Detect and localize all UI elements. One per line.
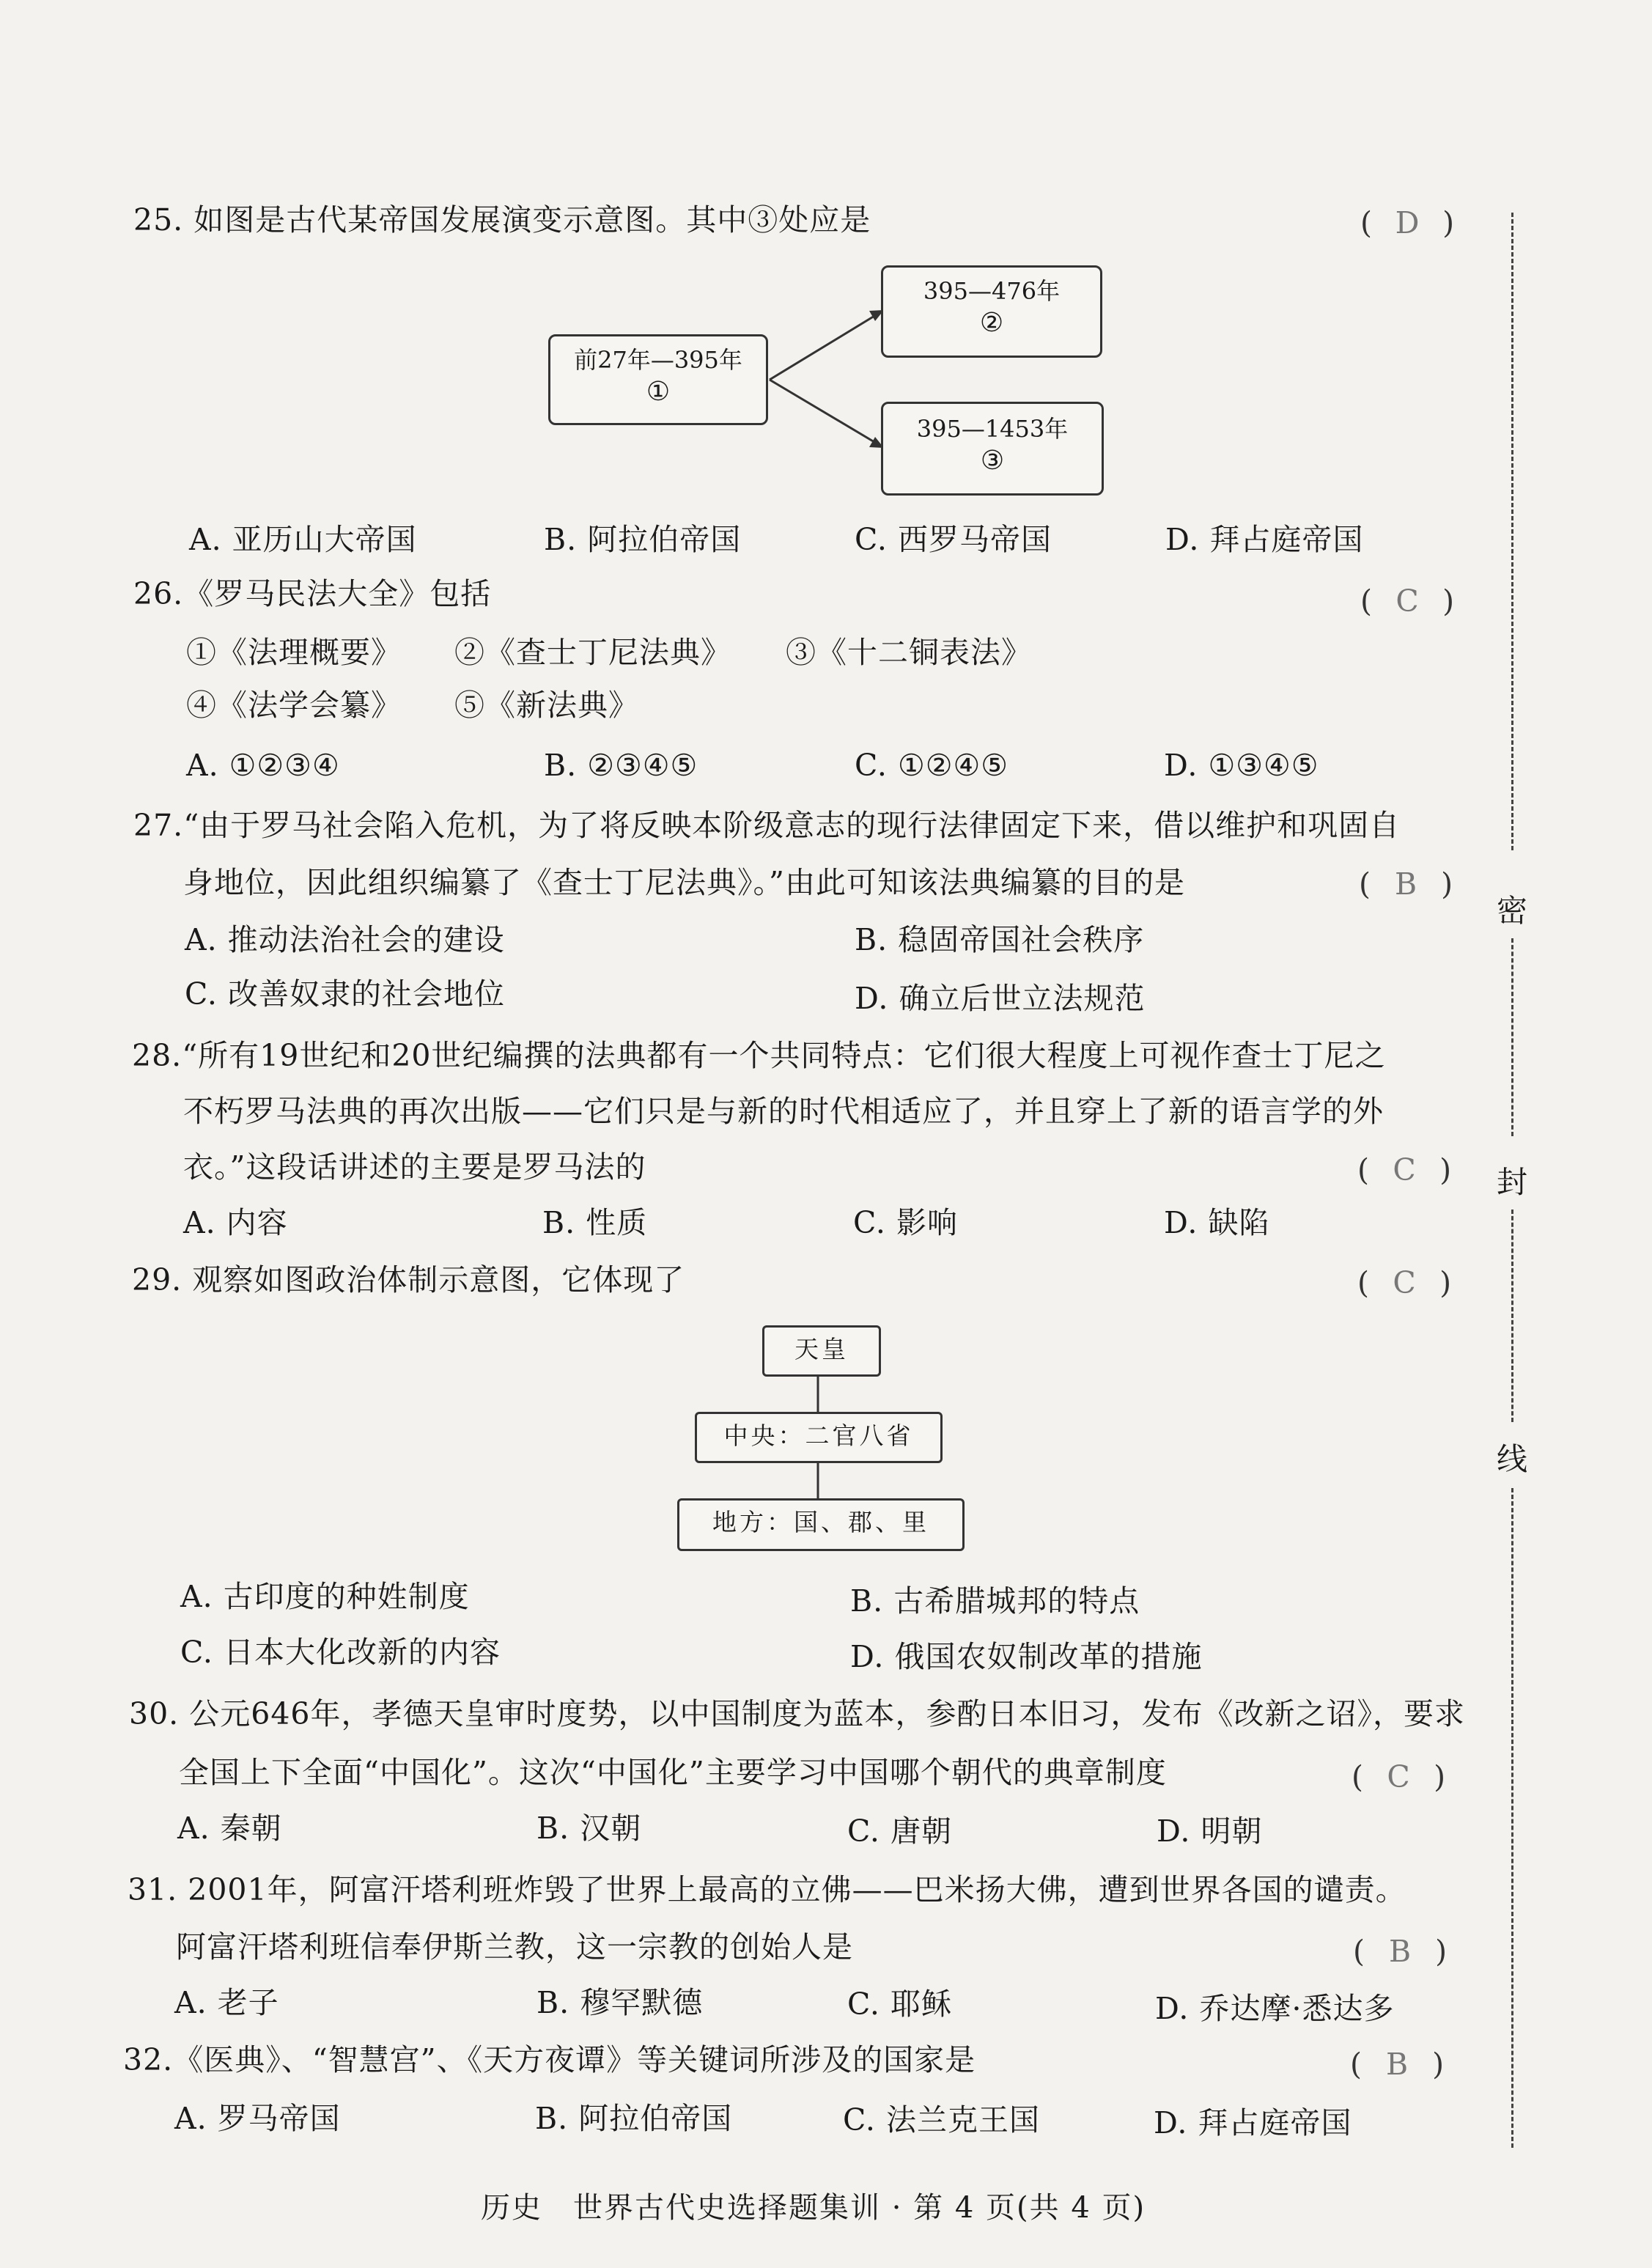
- q31-answer: ( B ): [1353, 1931, 1447, 1972]
- q25-option-a: A. 亚历山大帝国: [189, 522, 417, 557]
- q29-box-emperor: 天皇: [762, 1325, 881, 1377]
- q31-option-b: B. 穆罕默德: [536, 1985, 704, 2020]
- q29-answer-letter: C: [1393, 1265, 1416, 1300]
- q29-option-d: D. 俄国农奴制改革的措施: [850, 1639, 1203, 1674]
- q30-stem-line-1: 30. 公元646年，孝德天皇审时度势，以中国制度为蓝本，参酌日本旧习，发布《改新之诏》，要求: [129, 1696, 1465, 1731]
- q28-stem-line-2: 不朽罗马法典的再次出版——它们只是与新的时代相适应了，并且穿上了新的语言学的外: [183, 1094, 1384, 1129]
- q25-box-1: [548, 334, 768, 425]
- q32-option-c: C. 法兰克王国: [843, 2102, 1040, 2138]
- q28-stem-line-3: 衣。”这段话讲述的主要是罗马法的: [183, 1149, 646, 1185]
- q27-stem-line-1: 27.“由于罗马社会陷入危机，为了将反映本阶级意志的现行法律固定下来，借以维护和巩固自: [133, 808, 1401, 843]
- q32-option-a: A. 罗马帝国: [174, 2101, 341, 2136]
- q30-option-c: C. 唐朝: [847, 1814, 952, 1849]
- q25-answer: ( D ): [1360, 202, 1454, 243]
- q25-option-b: B. 阿拉伯帝国: [544, 522, 742, 557]
- q25-answer-letter: D: [1395, 205, 1420, 240]
- q25-box-3: [881, 402, 1104, 496]
- q27-option-d: D. 确立后世立法规范: [855, 981, 1146, 1016]
- q30-option-d: D. 明朝: [1157, 1814, 1263, 1849]
- q28-option-b: B. 性质: [542, 1205, 648, 1240]
- q32-answer-letter: B: [1385, 2047, 1409, 2082]
- q26-option-d: D. ①③④⑤: [1164, 748, 1319, 783]
- q28-option-c: C. 影响: [853, 1205, 958, 1240]
- q30-option-b: B. 汉朝: [536, 1811, 642, 1846]
- q31-answer-letter: B: [1388, 1934, 1412, 1969]
- q28-stem-line-1: 28.“所有19世纪和20世纪编撰的法典都有一个共同特点：它们很大程度上可视作查士丁尼之: [132, 1038, 1386, 1073]
- q26-stem: 26.《罗马民法大全》包括: [133, 576, 492, 611]
- q25-option-d: D. 拜占庭帝国: [1165, 522, 1364, 557]
- q29-box-local: 地方：国、郡、里: [677, 1498, 965, 1551]
- q26-option-a: A. ①②③④: [186, 748, 340, 783]
- q26-item-1: ①《法理概要》: [186, 635, 402, 670]
- q29-option-b: B. 古希腊城邦的特点: [850, 1583, 1140, 1619]
- q30-answer: ( C ): [1352, 1756, 1445, 1797]
- binding-char-mi: 密: [1496, 893, 1527, 929]
- q32-option-b: B. 阿拉伯帝国: [535, 2101, 733, 2136]
- q28-answer: ( C ): [1357, 1149, 1451, 1190]
- q26-answer: ( C ): [1360, 581, 1454, 622]
- q25-stem: 25. 如图是古代某帝国发展演变示意图。其中③处应是: [133, 202, 871, 238]
- q29-answer: ( C ): [1357, 1262, 1451, 1303]
- q29-box-central: 中央：二官八省: [695, 1412, 943, 1463]
- q31-stem-line-2: 阿富汗塔利班信奉伊斯兰教，这一宗教的创始人是: [176, 1929, 853, 1965]
- q27-option-b: B. 稳固帝国社会秩序: [855, 922, 1145, 957]
- q31-option-c: C. 耶稣: [847, 1987, 952, 2022]
- q25-box-3-marker: ③: [980, 446, 1005, 476]
- q26-item-2: ②《查士丁尼法典》: [454, 635, 731, 670]
- q32-option-d: D. 拜占庭帝国: [1154, 2105, 1352, 2140]
- q31-option-d: D. 乔达摩·悉达多: [1155, 1991, 1395, 2026]
- q28-answer-letter: C: [1393, 1152, 1416, 1188]
- page-footer: 历史 世界古代史选择题集训 · 第 4 页(共 4 页): [481, 2191, 1146, 2225]
- q30-stem-line-2: 全国上下全面“中国化”。这次“中国化”主要学习中国哪个朝代的典章制度: [179, 1755, 1167, 1790]
- q30-option-a: A. 秦朝: [177, 1811, 282, 1846]
- q32-answer: ( B ): [1350, 2044, 1444, 2085]
- q25-box-2-years: 395—476年: [923, 277, 1061, 305]
- q30-answer-letter: C: [1387, 1759, 1410, 1794]
- q26-option-b: B. ②③④⑤: [544, 748, 698, 783]
- q32-stem: 32.《医典》、“智慧宫”、《天方夜谭》等关键词所涉及的国家是: [123, 2042, 976, 2077]
- q27-option-a: A. 推动法治社会的建设: [185, 922, 505, 957]
- q26-item-4: ④《法学会纂》: [186, 688, 402, 723]
- q25-box-2: [881, 265, 1102, 358]
- q27-answer-letter: B: [1394, 866, 1417, 902]
- binding-char-xian: 线: [1496, 1441, 1527, 1477]
- q29-stem: 29. 观察如图政治体制示意图，它体现了: [132, 1262, 685, 1297]
- q31-option-a: A. 老子: [174, 1985, 279, 2020]
- q29-option-a: A. 古印度的种姓制度: [180, 1579, 470, 1614]
- q27-stem-line-2: 身地位，因此组织编纂了《查士丁尼法典》。”由此可知该法典编纂的目的是: [183, 865, 1185, 900]
- q25-box-2-marker: ②: [979, 308, 1004, 338]
- q26-item-3: ③《十二铜表法》: [786, 635, 1032, 670]
- q26-option-c: C. ①②④⑤: [855, 748, 1008, 783]
- binding-char-feng: 封: [1496, 1164, 1527, 1200]
- q28-option-a: A. 内容: [183, 1205, 288, 1240]
- q26-answer-letter: C: [1395, 583, 1419, 619]
- q31-stem-line-1: 31. 2001年，阿富汗塔利班炸毁了世界上最高的立佛——巴米扬大佛，遭到世界各国的谴责。: [128, 1872, 1406, 1907]
- q25-box-1-years: 前27年—395年: [574, 346, 742, 374]
- q25-box-3-years: 395—1453年: [916, 415, 1069, 443]
- q26-item-5: ⑤《新法典》: [454, 688, 639, 723]
- q29-option-c: C. 日本大化改新的内容: [180, 1635, 501, 1670]
- q28-option-d: D. 缺陷: [1164, 1205, 1270, 1240]
- q27-answer: ( B ): [1359, 864, 1453, 905]
- q25-option-c: C. 西罗马帝国: [855, 522, 1052, 557]
- q27-option-c: C. 改善奴隶的社会地位: [185, 976, 505, 1012]
- q25-box-1-marker: ①: [646, 377, 671, 407]
